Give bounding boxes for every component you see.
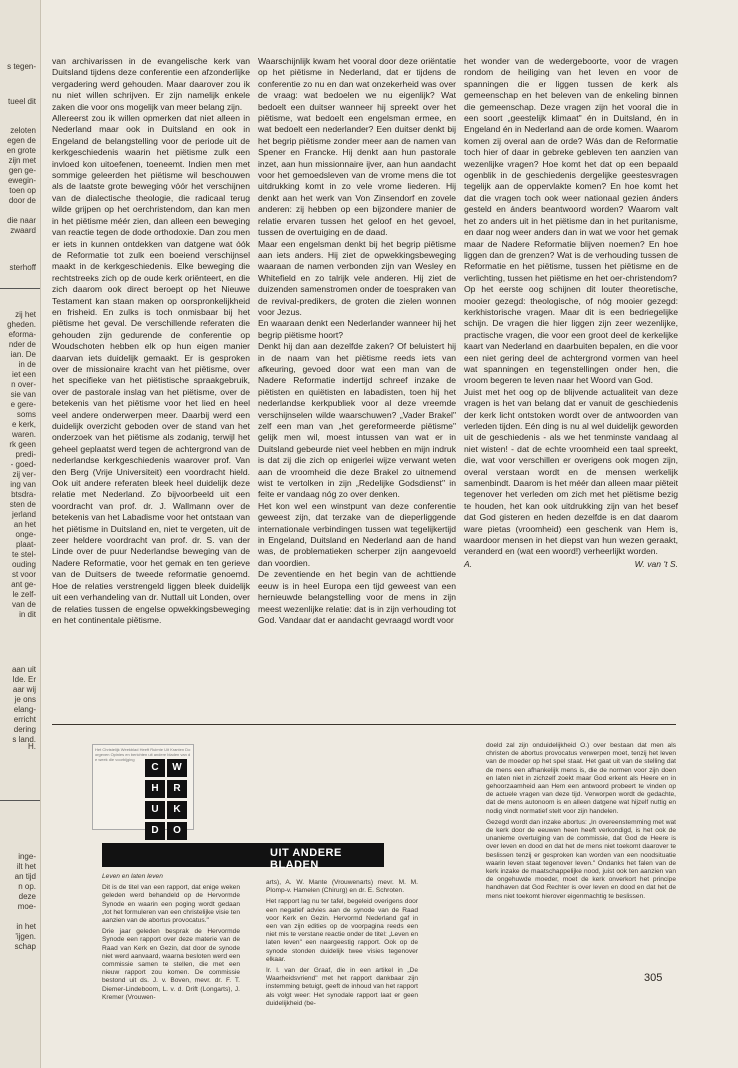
- paragraph: Drie jaar geleden besprak de Hervormde Synode een rapport over deze materie van de Raad van Kerk en Gezin, dat door de synode niet werd aanvaard, waarna besloten werd een commissie samen te stellen, die met een nieuw rapport zou komen. De commissie bestond uit ds. J. v. Boven, mevr. dr. F. T. Diemer-Lindeboom, L. v. d. Drift (Longarts), J. Kremer (Vrouwen-: [102, 928, 240, 1001]
- article-column-2: [258, 56, 456, 626]
- gutter-fragment: inge- ilt het an tijd n op. deze moe-: [14, 852, 36, 911]
- paragraph: Het kon wel een winstpunt van deze conferentie geweest zijn, dat terzake van de dieperliggende internationale verbindingen tussen wat tegelijkertijd in Engeland, Duitsland en Nederland aan de hand was, de problematieken scherper zijn aangevoeld dan voordien.: [258, 500, 456, 568]
- paragraph: Het rapport lag nu ter tafel, begeleid overigens door een negatief advies aan de synode van de Raad voor Kerk en Gezin. Hervormd Nederland gaf in een van zijn edities op de voorpagina reeds een niet mis te verstane reactie onder de titel: „Leven en laten leven" een naargeestig rapport. Ook op de synode stonden duidelijk twee visies tegenover elkaar.: [266, 898, 418, 963]
- logo-tile: O: [167, 822, 187, 840]
- logo-tile: W: [167, 759, 187, 777]
- signature-author: W. van 't S.: [634, 558, 678, 569]
- paragraph: Denkt hij dan aan dezelfde zaken? Of beluistert hij in de naam van het piëtisme reeds iets van afkeuring, gevoed door wat een man van de Nadere Reformatie indertijd schreef inzake de piëtisten en quiëtisten en labadisten, toen hij het nederlandse kerkpubliek voor al deze vreemde verschijnselen wilde waarschuwen? „Vader Brakel" zelf een man van „het gereformeerde piëtisme" gelijk men wil, moest intussen van wat er in Duitsland gebeurde niet veel hebben en mijn indruk is dat zij die zich op enigerlei wijze verwant weten aan de vroomheid die deze Brakel zo uitnemend wist te vertolken in zijn „Redelijke Godsdienst" in feite er vandaag nóg zo over denken.: [258, 341, 456, 500]
- paragraph: Gezegd wordt dan inzake abortus: „In overeenstemming met wat de kerk door de eeuwen heen heeft verkondigd, is het ook de unanieme overtuiging van de commissie, dat God de Heere is over leven en dood en dat het de mens niet toekomt daarover te beslissen tenzij er gesproken kan worden van een noodsituatie waarin leven staat tegenover leven." Ondanks het falen van de kerk inzake de maatschappelijke nood, juist ook ten aanzien van de ongehuwde moeder, moet de kerk onverkort het principe handhaven dat God Rechter is over leven en dood en dat het de mens niet toekomt hierover eigenmachtig te beslissen.: [486, 818, 676, 900]
- article-column-1: [52, 56, 250, 626]
- article-signature: [464, 559, 678, 570]
- paragraph: Dit is de titel van een rapport, dat enige weken geleden werd behandeld op de Hervormde Synode en waarin een poging wordt gedaan „tot het formuleren van een christelijke visie ten aanzien van de abortus provocatus.": [102, 884, 240, 925]
- gutter-rule: [0, 288, 40, 289]
- gutter-fragment: aan uit Ide. Er aar wij je ons elang- erricht dering s land.: [11, 665, 36, 744]
- paragraph: Ir. I. van der Graaf, die in een artikel in „De Waarheidsvriend" met het rapport dankbaar zijn instemming betuigt, geeft de inhoud van het rapport als volgt weer: Het synodale rapport laat er geen duidelijkheid (be-: [266, 967, 418, 1007]
- review-heading: Leven en laten leven: [102, 873, 163, 880]
- gutter-fragment: tueel dit: [7, 97, 36, 106]
- paragraph: het wonder van de wedergeboorte, voor de vragen rondom de heiliging van het leven en voor de spanningen die er liggen tussen de kerk als gemeenschap en het beleven van de enkeling binnen die gemeenschap. Deze vragen zijn het vooral die in een soort „geestelijk klimaat" én in Duitsland, én in Engeland én in Nederland aan de orde komen. Waarom komen zij overal aan de orde? Wás dan de Reformatie toch hier of daar in gebreke gebleven ten aanzien van wezenlijke vragen? Hoe komt het dat op een bepaald ogenblik in de geschiedenis dergelijke geestesvragen tegelijk aan de oppervlakte komen? En hoe komt het dat die vragen toch ook weer nationaal gezien ánders gesteld en ánders beantwoord worden? Waarom valt het zo anders uit in het piëtisme dan in het puritanisme, en daar nog weer anders dan in wat we voor het gemak maar de Nadere Reformatie blijven noemen? En hoe liggen dan de grenzen? Wat is de verhouding tussen de Reformatie en het piëtisme, tussen het piëtisme en de verlichting, tussen het piëtisme en het oer-christendom?: [464, 56, 678, 283]
- section-title: UIT ANDERE BLADEN: [270, 847, 342, 871]
- gutter-fragment: zeloten egen de en grote zijn met gen ge- ewegin- toen op door de: [6, 126, 36, 205]
- paragraph: Juist met het oog op de blijvende actualiteit van deze vragen is het van belang dat er vanuit de geschiedenis der kerk licht ontstoken wordt over de antwoorden van verleden tijden. Eén ding is nu al wel duidelijk geworden uit de geschiedenis - als we het tenminste vandaag al niet wisten! - dat de echte vroomheid een taal spreekt, die, wat voor verschillen er overigens ook mogen zijn, overal verstaan wordt en de mensen werkelijk samenbindt. Daarom is het méér dan alleen maar piëteit tegenover het verleden om zich met het piëtisme bezig te houden, het kan ook uitdrukking zijn van het besef dat God gisteren en heden dezelfde is en dat daarom ware pietas (vroomheid) een geschenk van Hem is, waardoor mensen in het diepst van hun wezen geraakt, veranderd en (wat een woord!) verheerlijkt worden.: [464, 386, 679, 557]
- logo-scribble: Het Christelijk Weekblad Heeft Ruimte Uit Kranten Doorgeven Opinies en berichten uit andere bladen van de week die voorbijging: [95, 747, 191, 762]
- logo-tile: H: [145, 780, 165, 798]
- gutter-fragment: zij het gheden. eforma- nder de ian. De in de iet een n over- sie van e gere- soms e kerk, waren. rk geen predi- - goed- zij ver- ing van btsdra- sten de jerland an het onge- plaat- te stel- ouding st voor ant ge- le zelf- van de in dit: [7, 310, 36, 619]
- gutter-fragment: die naar zwaard: [7, 216, 36, 235]
- signature-initial: A.: [464, 558, 473, 569]
- logo-tile: U: [145, 801, 165, 819]
- paragraph: De zeventiende en het begin van de achttiende eeuw is in heel Europa een tijd geweest van een hernieuwde belangstelling voor de mens in zijn meest wezenlijke relatie: dat is in zijn verhouding tot God. Vandaar dat er aandacht gevraagd wordt voor: [258, 569, 456, 625]
- paragraph: Allereerst zou ik willen opmerken dat niet alleen in Nederland maar ook in Duitsland en ook in Engeland de belangstelling voor de periode uit de kerkgeschiedenis waarin het piëtisme zulk een invloed kon uitoefenen, toeneemt. Indien men met sommige geleerden het piëtisme wil beschouwen als de laatste grote beweging vóór het verschijnen van de dialectische theologie, die radicaal terug wilde grijpen op het oerchristendom, dan kan men in het piëtisme méér zien, dan alleen een beweging van reactie tegen de dode orthodoxie. Dan zou men er iets in kunnen ontdekken van datgene wat óók de Reformatie tot zulk een boeiend verschijnsel maakt in de kerkgeschiedenis. Elke beweging die rechtstreeks zich op de oude kerk oriënteert, en die zich daarom ook direct beroept op het Nieuwe Testament kan staan maken op oorspronkelijkheid en frisheid. En zulks is toch onmisbaar bij het piëtisme het geval. De verschillende referaten die gehouden zijn gedurende de conferentie op Woudschoten hebben elk op hun eigen manier daarvan iets duidelijk gemaakt. Er is gesproken over de missionaire kracht van het piëtisme, over het specifieke van het piëtistische spraakgebruik, over de pastorale inslag van het piëtisme, over de betekenis van het piëtisme voor het lied en heel veel andere onderwerpen meer. Daarbij werd een duidelijk overzicht geboden over de stand van het onderzoek van het piëtisme als zodanig, terwijl het geheel geplaatst werd tegen de achtergrond van de nederlandse kerkgeschiedenis waarover prof. Van den Berg (Vrije Universiteit) een voordracht hield. Ook uit andere referaten bleek heel duidelijk deze relatie met Nederland. Zo bijvoorbeeld uit een voordracht van prof. dr. J. Wallmann over de betekenis van het Labadisme voor het ontstaan van het piëtisme in Duitsland en, niet te vergeten, uit de zeer heldere voordracht van prof. dr. S. van der Linde over de puur Nederlandse beweging van de Nadere Reformatie, voor het gemak en ten gerieve van de Duitsers de tweede reformatie genoemd. Hoe de relaties verstrengeld liggen bleek duidelijk uit een verhandeling van dr. Nuttall uit Londen, over de relaties tussen de engelse opwekkingsbeweging en het continentale piëtisme.: [52, 113, 250, 625]
- review-column-1: [102, 873, 240, 1005]
- logo-tile: R: [167, 780, 187, 798]
- section-banner: [102, 843, 384, 871]
- gutter-fragment: sterhoff: [9, 263, 36, 272]
- gutter-fragment: s tegen-: [7, 62, 36, 71]
- previous-page-edge: [0, 0, 41, 1068]
- gutter-fragment: H.: [28, 742, 36, 751]
- paragraph: van archivarissen in de evangelische kerk van Duitsland tijdens deze conferentie een afzonderlijke vergadering werd gehouden. Maar daarover zou ik nu niet willen schrijven. Er zijn namelijk enkele zaken die voor ons mogelijk van meer belang zijn.: [52, 56, 250, 112]
- gutter-rule: [0, 800, 40, 801]
- paragraph: Op het eerste oog schijnen dit louter theoretische, mooier gezegd: theologische, of nóg mooier gezegd: kerkhistorische vragen. Maar dit is een bedriegelijke schijn. De vragen die hier liggen zijn zeer wezenlijke, practische vragen, die voor een groot deel de kerkelijke kaart van Nederland en daarbuiten bepalen, en die voor een niet gering deel de achtergrond vormen van heel wat spanningen en tegenstellingen onder hen, die vroom begeren te leven naar het Woord van God.: [464, 284, 678, 386]
- paragraph: Waarschijnlijk kwam het vooral door deze oriëntatie op het piëtisme in Nederland, dat er tijdens de conferentie zo nu en dan wat onzekerheid was over de vraag: wat bedoelen we nu eigenlijk? Wat bedoelt een duitser wanneer hij spreekt over het piëtisme, wat bedoelt een engelsman ermee, en wat bedoelt een nederlander? Een duitser denkt bij het begrip piëtisme zonder meer aan de namen van Spener en Francke. Hij denkt aan hun pastorale inzet, aan hun missionnaire ijver, aan hun aandacht voor het gemoedsleven van de vrome mens die tot uitdrukking komt in zo vele vrome liederen. Hij denkt aan het werk van Von Zinsendorf en zovele anderen: zij hebben op een bijzondere manier de relatie ervaren tussen het geloof en het gevoel, tussen de overtuiging en de daad.: [258, 56, 456, 238]
- review-column-2: [266, 879, 418, 1011]
- paragraph: arts), A. W. Mante (Vrouwenarts) mevr. M. M. Plomp-v. Hamelen (Chirurg) en dr. E. Schroten.: [266, 879, 418, 895]
- logo-tile: C: [145, 759, 165, 777]
- logo-tile: D: [145, 822, 165, 840]
- article-column-3: [464, 56, 678, 570]
- gutter-fragment: in het 'ijgen. schap: [14, 922, 36, 951]
- paragraph: Maar een engelsman denkt bij het begrip piëtisme aan iets anders. Hij ziet de opwekkingsbeweging waaraan de namen verbonden zijn van Wesley en Whitefield en zo talrijk vele anderen. Hij ziet de duizenden samenstromen onder de toespraken van de revival-predikers, de groten die zielen wonnen voor Jezus.: [258, 238, 456, 317]
- page-number: 305: [644, 972, 663, 984]
- logo-letter-tiles: [144, 757, 192, 841]
- logo-tile: K: [167, 801, 187, 819]
- review-column-3: [486, 742, 676, 904]
- paragraph: En waaraan denkt een Nederlander wanneer hij het begrip piëtisme hoort?: [258, 318, 456, 340]
- section-divider: [52, 724, 676, 725]
- paragraph: doeld zal zijn onduidelijkheid O.) over bestaan dat men als christen de abortus provocatus verwerpen moet, tenzij het leven van de moeder op het spel staat. Het gaat uit van de stelling dat de mens een afhankelijk mens is, die de normen voor zijn doen en laten niet in zichzelf zoekt maar God erkent als Heere en in gehoorzaamheid aan Hem een antwoord probeert te vinden op de actuele vragen van deze tijd. Verworpen wordt de gedachte, dat de mens autonoom is en alleen datgene wat hijzelf nuttig en nodig vindt normatief stelt voor zijn handelen.: [486, 742, 676, 815]
